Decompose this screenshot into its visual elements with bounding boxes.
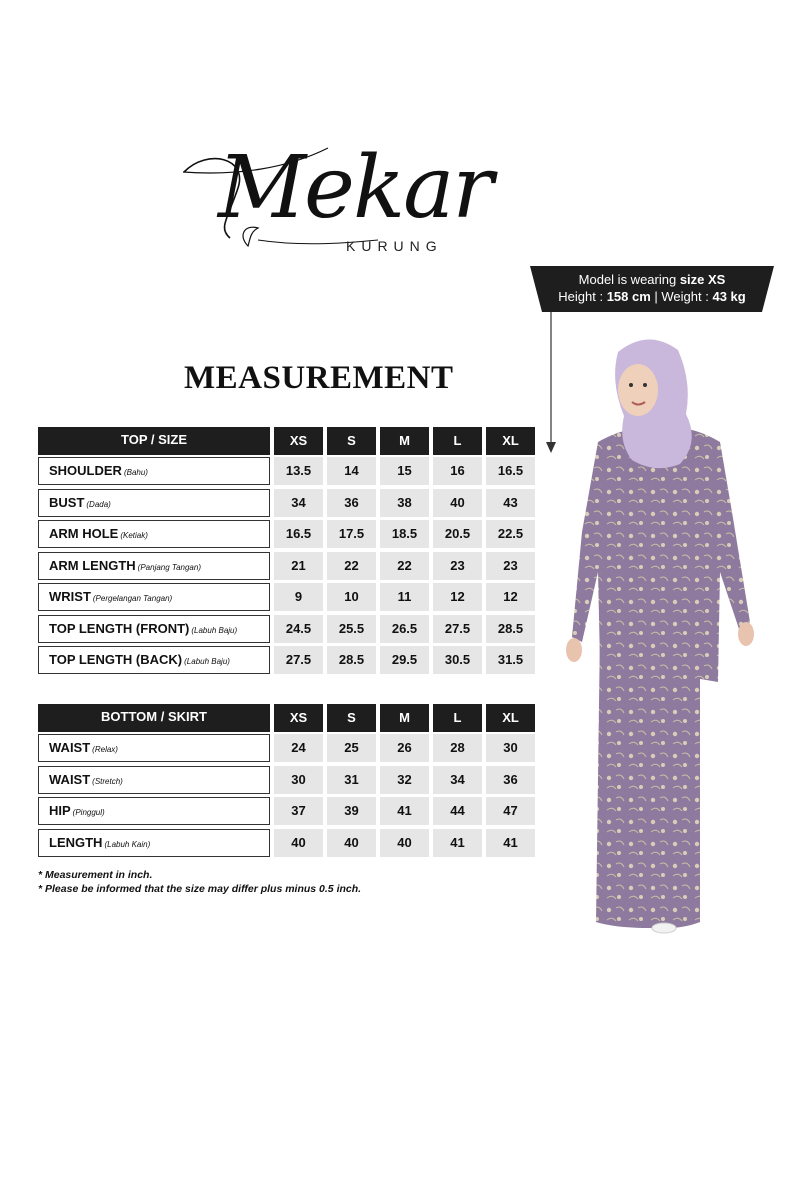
measurement-value: 30	[486, 734, 535, 762]
size-header-xl: XL	[486, 427, 535, 455]
measurement-label	[38, 520, 270, 548]
size-header-l: L	[433, 427, 482, 455]
measurement-name: SHOULDER	[49, 463, 122, 478]
measurement-name: TOP LENGTH (FRONT)	[49, 620, 190, 636]
measurement-value: 13.5	[274, 457, 323, 485]
model-photo	[560, 332, 765, 942]
measurement-value: 17.5	[327, 520, 376, 548]
measurement-value: 41	[433, 829, 482, 857]
measurement-label	[38, 583, 270, 611]
measurement-value: 16.5	[274, 520, 323, 548]
model-size-prefix: Model is wearing	[578, 272, 680, 287]
height-value: 158 cm	[606, 289, 651, 304]
table-header-row	[38, 427, 535, 455]
table-row	[38, 489, 535, 517]
table-row	[38, 766, 535, 794]
measurement-value: 27.5	[433, 615, 482, 643]
measurement-value: 30	[274, 766, 323, 794]
measurement-value: 28	[433, 734, 482, 762]
size-header-l: L	[433, 704, 482, 732]
measurement-value: 27.5	[274, 646, 323, 674]
measurement-name: BUST	[49, 494, 85, 510]
measurement-value: 20.5	[433, 520, 482, 548]
measurement-value: 15	[380, 457, 429, 485]
model-size-line	[530, 271, 774, 288]
measurement-value: 40	[274, 829, 323, 857]
measurement-translation: (Relax)	[92, 745, 118, 754]
table-row	[38, 552, 535, 580]
table-header-label: BOTTOM / SKIRT	[38, 704, 270, 732]
measurement-value: 31	[327, 766, 376, 794]
size-header-xs: XS	[274, 427, 323, 455]
size-header-xs: XS	[274, 704, 323, 732]
measurement-label	[38, 489, 270, 517]
model-size-value: size XS	[679, 272, 726, 287]
measurement-value: 36	[486, 766, 535, 794]
measurement-value: 32	[380, 766, 429, 794]
measurement-name: LENGTH	[49, 834, 103, 850]
table-row	[38, 615, 535, 643]
measurement-value: 38	[380, 489, 429, 517]
size-header-xl: XL	[486, 704, 535, 732]
measurement-value: 22.5	[486, 520, 535, 548]
measurement-value: 40	[380, 829, 429, 857]
measurement-value: 22	[380, 552, 429, 580]
measurement-value: 14	[327, 457, 376, 485]
measurement-value: 23	[433, 552, 482, 580]
measurement-value: 34	[274, 489, 323, 517]
measurement-value: 26.5	[380, 615, 429, 643]
measurement-value: 36	[327, 489, 376, 517]
measurement-translation: (Stretch)	[92, 776, 123, 786]
measurement-name: HIP	[49, 803, 71, 818]
table-row	[38, 646, 535, 674]
measurement-value: 31.5	[486, 646, 535, 674]
measurement-value: 43	[486, 489, 535, 517]
measurement-value: 24.5	[274, 615, 323, 643]
model-measure-line	[530, 288, 774, 305]
measurement-label	[38, 766, 270, 794]
measurement-translation: (Panjang Tangan)	[137, 562, 201, 572]
measurement-translation: (Bahu)	[123, 468, 148, 477]
measurement-value: 39	[327, 797, 376, 825]
table-row	[38, 457, 535, 485]
measurement-value: 28.5	[486, 615, 535, 643]
measurement-value: 12	[486, 583, 535, 611]
size-header-m: M	[380, 704, 429, 732]
measurement-value: 11	[380, 583, 429, 611]
measurement-translation: (Pergelangan Tangan)	[92, 594, 173, 603]
measurement-translation: (Dada)	[86, 499, 111, 509]
table-row	[38, 734, 535, 762]
table-row	[38, 583, 535, 611]
measurement-value: 44	[433, 797, 482, 825]
brand-subtitle: KURUNG	[346, 238, 443, 254]
measurement-label	[38, 734, 270, 762]
measurement-value: 26	[380, 734, 429, 762]
measurement-value: 12	[433, 583, 482, 611]
measurement-value: 18.5	[380, 520, 429, 548]
measurement-value: 16.5	[486, 457, 535, 485]
height-label: Height :	[558, 289, 607, 304]
measurement-value: 41	[486, 829, 535, 857]
measurement-translation: (Ketiak)	[120, 531, 148, 540]
measurement-value: 25	[327, 734, 376, 762]
note-line: * Measurement in inch.	[38, 869, 153, 881]
measurement-value: 29.5	[380, 646, 429, 674]
measurement-label	[38, 797, 270, 825]
measurement-name: WAIST	[49, 771, 91, 787]
measurement-translation: (Labuh Baju)	[191, 625, 238, 635]
measurement-translation: (Labuh Baju)	[184, 657, 230, 666]
measurement-value: 47	[486, 797, 535, 825]
weight-value: 43 kg	[712, 289, 746, 304]
measurement-translation: (Pinggul)	[72, 808, 105, 817]
measurement-value: 37	[274, 797, 323, 825]
note-line: * Please be informed that the size may differ plus minus 0.5 inch.	[38, 883, 362, 895]
brand-logo	[178, 128, 492, 263]
table-row	[38, 520, 535, 548]
pointer-arrow-icon	[545, 312, 557, 454]
size-header-s: S	[327, 427, 376, 455]
model-info-text	[530, 271, 774, 305]
model-info-banner	[530, 266, 774, 312]
size-header-m: M	[380, 427, 429, 455]
measurement-translation: (Labuh Kain)	[104, 839, 151, 849]
measurement-label	[38, 646, 270, 674]
measurement-label	[38, 615, 270, 643]
table-row	[38, 797, 535, 825]
measurement-value: 30.5	[433, 646, 482, 674]
measurement-name: TOP LENGTH (BACK)	[49, 652, 183, 667]
measurement-value: 23	[486, 552, 535, 580]
measurement-label	[38, 457, 270, 485]
weight-label: | Weight :	[650, 289, 713, 304]
measurement-value: 40	[433, 489, 482, 517]
measurement-value: 28.5	[327, 646, 376, 674]
measurement-label	[38, 552, 270, 580]
measurement-value: 22	[327, 552, 376, 580]
measurement-value: 16	[433, 457, 482, 485]
measurement-value: 41	[380, 797, 429, 825]
measurement-value: 40	[327, 829, 376, 857]
page-title: MEASUREMENT	[184, 360, 454, 396]
brand-script: Mekar	[218, 138, 492, 238]
measurement-name: ARM HOLE	[49, 526, 119, 541]
measurement-name: WRIST	[49, 589, 91, 604]
size-header-s: S	[327, 704, 376, 732]
table-row	[38, 829, 535, 857]
table-header-row	[38, 704, 535, 732]
measurement-value: 10	[327, 583, 376, 611]
measurement-label	[38, 829, 270, 857]
measurement-name: ARM LENGTH	[49, 557, 136, 573]
measurement-value: 21	[274, 552, 323, 580]
measurement-value: 24	[274, 734, 323, 762]
measurement-name: WAIST	[49, 740, 91, 755]
notes	[38, 868, 361, 896]
table-header-label: TOP / SIZE	[38, 427, 270, 455]
measurement-value: 9	[274, 583, 323, 611]
measurement-value: 25.5	[327, 615, 376, 643]
measurement-value: 34	[433, 766, 482, 794]
